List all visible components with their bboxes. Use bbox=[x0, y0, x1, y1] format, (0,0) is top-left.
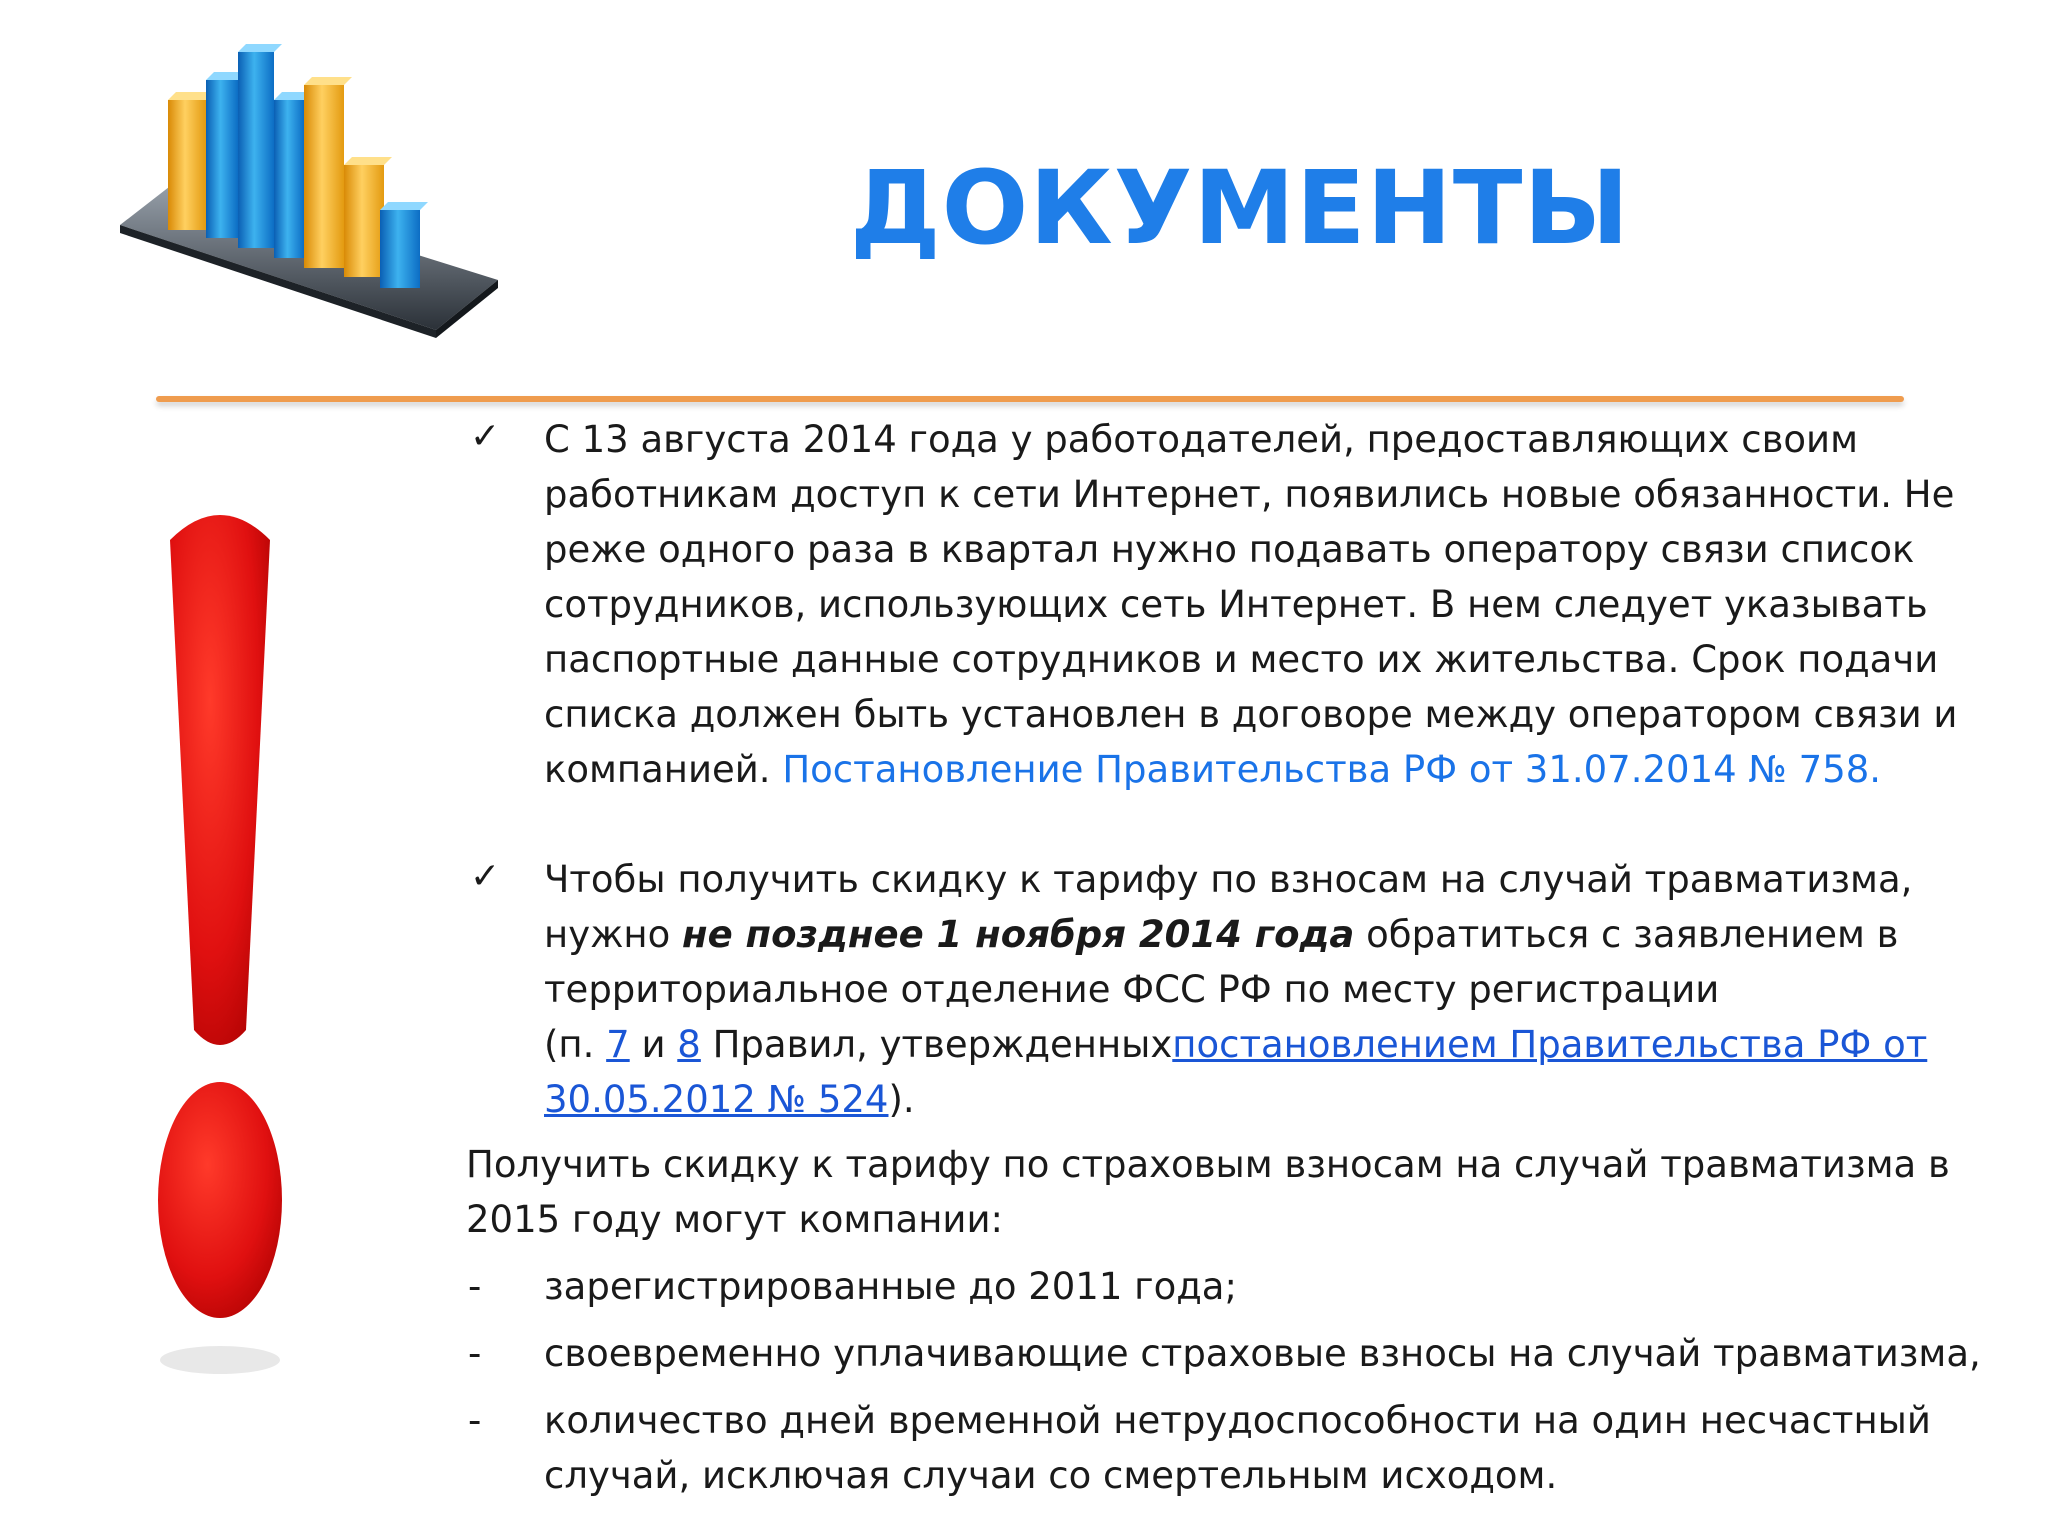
list-item bbox=[466, 412, 2026, 797]
item-text: (п. bbox=[544, 1023, 595, 1066]
list-item bbox=[466, 852, 2026, 1127]
item-text: и bbox=[641, 1023, 666, 1066]
condition-item bbox=[466, 1326, 2026, 1381]
item-text: Правил, утвержденных bbox=[712, 1023, 1173, 1066]
main-content bbox=[466, 412, 2026, 1515]
condition-item bbox=[466, 1393, 2026, 1503]
item-text: обратиться с заявлением в территориальное отделение ФСС РФ по месту регистрации bbox=[544, 913, 1899, 1011]
dash-marker: - bbox=[468, 1332, 482, 1375]
discount-paragraph: Получить скидку к тарифу по страховым взносам на случай травматизма в 2015 году могут компании: bbox=[466, 1143, 1950, 1241]
exclamation-icon bbox=[150, 500, 290, 1380]
decree-524-link[interactable]: постановлением Правительства РФ от 30.05.2012 № 524 bbox=[544, 1023, 1928, 1121]
decree-link[interactable]: Постановление Правительства РФ от 31.07.2014 № 758. bbox=[782, 748, 1882, 791]
condition-text: количество дней временной нетрудоспособности на один несчастный случай, исключая случаи со смертельным исходом. bbox=[544, 1399, 1931, 1497]
page-title: ДОКУМЕНТЫ bbox=[849, 149, 1631, 268]
condition-text: своевременно уплачивающие страховые взносы на случай травматизма, bbox=[544, 1332, 1981, 1375]
condition-item bbox=[466, 1259, 2026, 1314]
dash-marker: - bbox=[468, 1399, 482, 1442]
checkmark-icon: ✓ bbox=[470, 416, 501, 457]
item-text: ). bbox=[888, 1078, 915, 1121]
title-divider bbox=[156, 396, 1904, 402]
item-text: Чтобы получить скидку к тарифу по взносам на случай травматизма, нужно bbox=[544, 858, 1913, 956]
item-text: С 13 августа 2014 года у работодателей, предоставляющих своим работникам доступ к сети Интернет, появились новые обязанности. Не реже одного раза в квартал нужно подавать оператору связи список сотрудников, использующих сеть Интернет. В нем следует указывать паспортные данные сотрудников и место их жительства. Срок подачи списка должен быть установлен в договоре между оператором связи и компанией. bbox=[544, 418, 1958, 791]
rule-8-link[interactable]: 8 bbox=[677, 1023, 701, 1066]
dash-marker: - bbox=[468, 1265, 482, 1308]
rule-7-link[interactable]: 7 bbox=[606, 1023, 630, 1066]
checkmark-icon: ✓ bbox=[470, 856, 501, 897]
condition-text: зарегистрированные до 2011 года; bbox=[544, 1265, 1237, 1308]
bar-chart-icon bbox=[118, 40, 508, 340]
deadline-emphasis: не позднее 1 ноября 2014 года bbox=[682, 913, 1355, 956]
